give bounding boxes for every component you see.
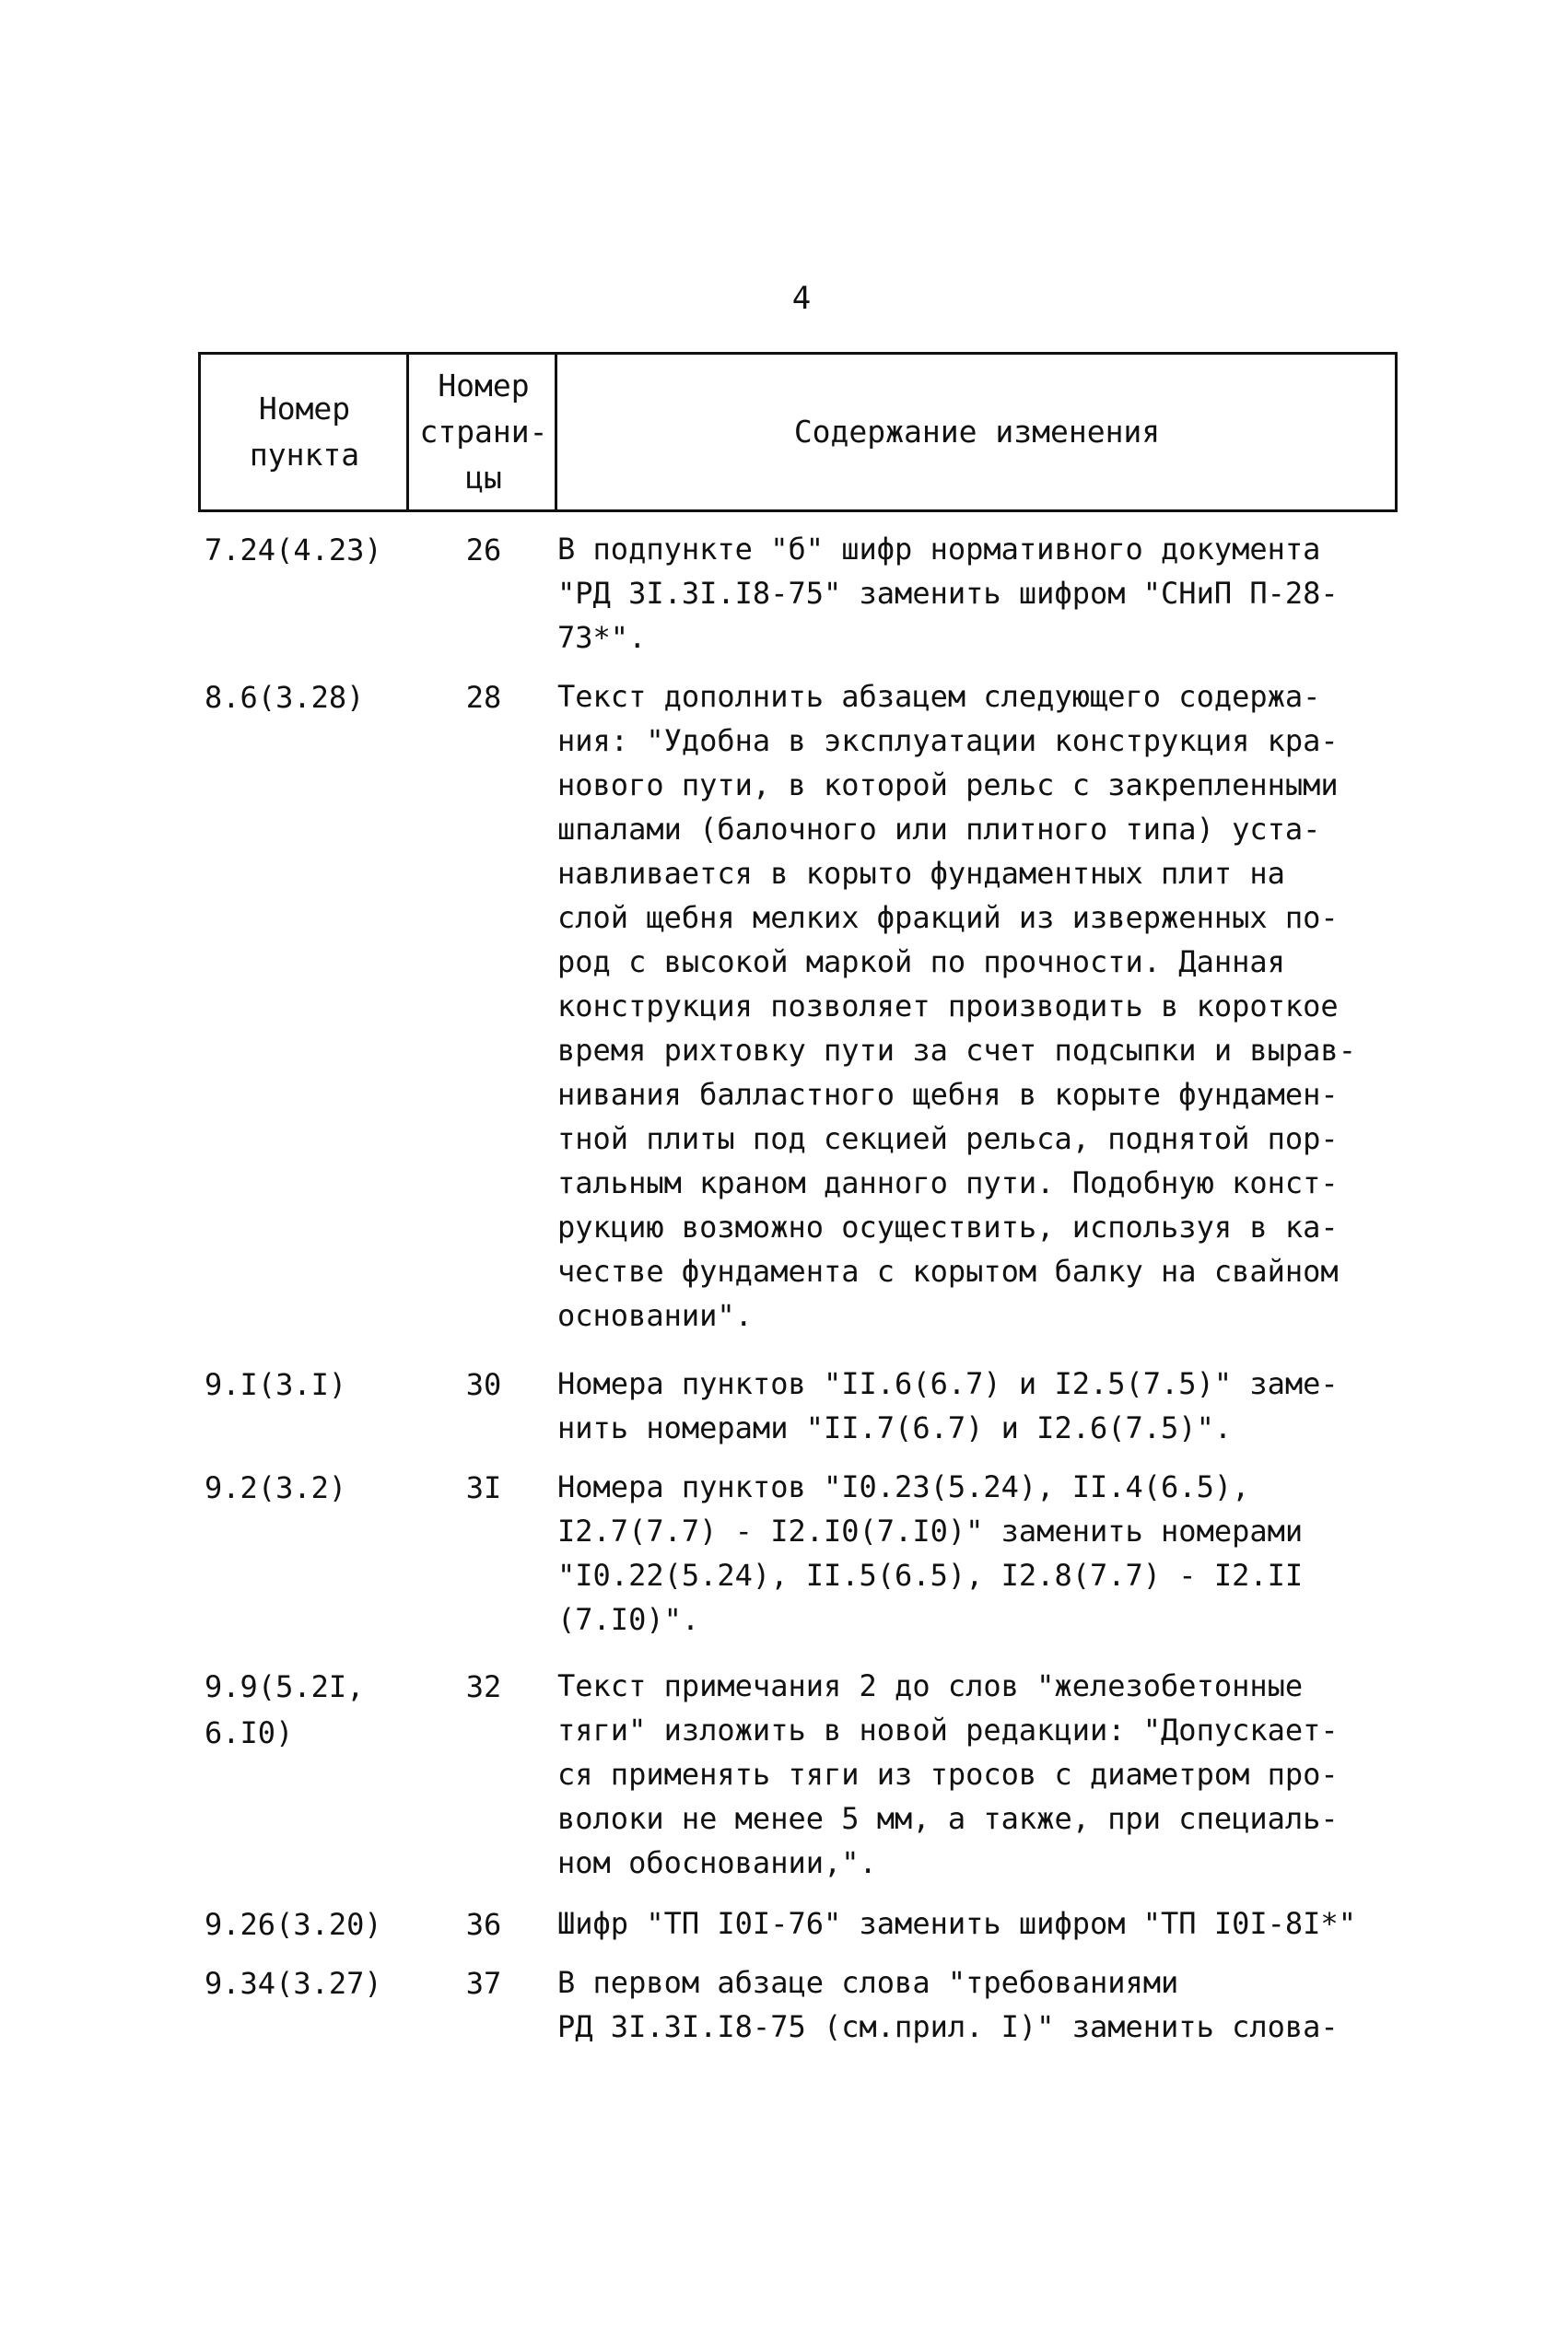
change-text	[557, 1901, 1385, 1946]
page-ref: 32	[465, 1669, 502, 1704]
text-line: время рихтовку пути за счет подсыпки и вырав-	[557, 1033, 1356, 1068]
item-number: 9.34(3.27)	[205, 1966, 382, 2001]
text-line: род с высокой маркой по прочности. Данная	[557, 944, 1285, 979]
change-text	[557, 674, 1385, 1338]
text-line: основании".	[557, 1298, 753, 1333]
text-line: "РД 3I.3I.I8-75" заменить шифром "СНиП П-28-	[557, 576, 1339, 611]
text-line: ся применять тяги из тросов с диаметром про-	[557, 1757, 1339, 1792]
header-change-content: Содержание изменения	[793, 414, 1161, 450]
text-line: нивания балластного щебня в корыте фундамен-	[557, 1077, 1339, 1112]
page-ref: 28	[465, 680, 502, 715]
text-line: нового пути, в которой рельс с закрепленными	[557, 767, 1339, 802]
text-line: I2.7(7.7) - I2.I0(7.I0)" заменить номерами	[557, 1514, 1304, 1549]
text-line: Текст примечания 2 до слов "железобетонные	[557, 1668, 1304, 1703]
text-line: шпалами (балочного или плитного типа) уста-	[557, 812, 1321, 847]
page-ref: 37	[465, 1966, 502, 2001]
header-page-number: Номер страни- цы	[419, 368, 548, 496]
page-number: 4	[791, 280, 812, 317]
change-text	[557, 1960, 1385, 2049]
text-line: навливается в корыто фундаментных плит на	[557, 856, 1285, 891]
page-ref: 36	[465, 1907, 502, 1942]
page-ref: 3I	[465, 1470, 502, 1505]
text-line: Номера пунктов "I0.23(5.24), II.4(6.5),	[557, 1469, 1250, 1504]
item-number: 9.26(3.20)	[205, 1907, 382, 1942]
text-line: Шифр "ТП I0I-76" заменить шифром "ТП I0I-8I*"	[557, 1906, 1356, 1941]
text-line: слой щебня мелких фракций из изверженных по-	[557, 900, 1339, 935]
text-line: (7.I0)".	[557, 1602, 700, 1637]
text-line: нить номерами "II.7(6.7) и I2.6(7.5)".	[557, 1410, 1233, 1445]
text-line: В первом абзаце слова "требованиями	[557, 1965, 1179, 2000]
text-line: "I0.22(5.24), II.5(6.5), I2.8(7.7) - I2.II	[557, 1558, 1304, 1593]
text-line: конструкция позволяет производить в короткое	[557, 988, 1339, 1023]
item-number: 9.I(3.I)	[205, 1367, 347, 1402]
text-line: Номера пунктов "II.6(6.7) и I2.5(7.5)" заме-	[557, 1366, 1339, 1401]
text-line: волоки не менее 5 мм, а также, при специаль-	[557, 1801, 1339, 1836]
header-item-number: Номер пункта	[249, 391, 360, 473]
page-ref: 30	[465, 1367, 502, 1402]
text-line: тальным краном данного пути. Подобную конст-	[557, 1165, 1339, 1200]
text-line: рукцию возможно осуществить, используя в ка-	[557, 1210, 1339, 1245]
text-line: честве фундамента с корытом балку на свайном	[557, 1254, 1339, 1289]
table-header	[198, 352, 1398, 512]
change-text	[557, 1362, 1385, 1450]
text-line: тяги" изложить в новой редакции: "Допускает-	[557, 1713, 1339, 1748]
text-line: ном обосновании,".	[557, 1845, 877, 1880]
item-number: 9.2(3.2)	[205, 1470, 347, 1505]
text-line: ния: "Удобна в эксплуатации конструкция кра-	[557, 723, 1339, 758]
change-text	[557, 1465, 1385, 1642]
change-text	[557, 527, 1385, 660]
change-text	[557, 1664, 1385, 1885]
page-ref: 26	[465, 532, 502, 567]
text-line: 73*".	[557, 620, 647, 655]
text-line: РД 3I.3I.I8-75 (см.прил. I)" заменить слова-	[557, 2009, 1339, 2044]
item-number: 7.24(4.23)	[205, 532, 382, 567]
text-line: тной плиты под секцией рельса, поднятой пор-	[557, 1121, 1339, 1156]
item-number: 9.9(5.2I, 6.I0)	[205, 1669, 365, 1750]
text-line: Текст дополнить абзацем следующего содержа-	[557, 679, 1321, 714]
text-line: В подпункте "б" шифр нормативного документа	[557, 532, 1321, 567]
item-number: 8.6(3.28)	[205, 680, 365, 715]
